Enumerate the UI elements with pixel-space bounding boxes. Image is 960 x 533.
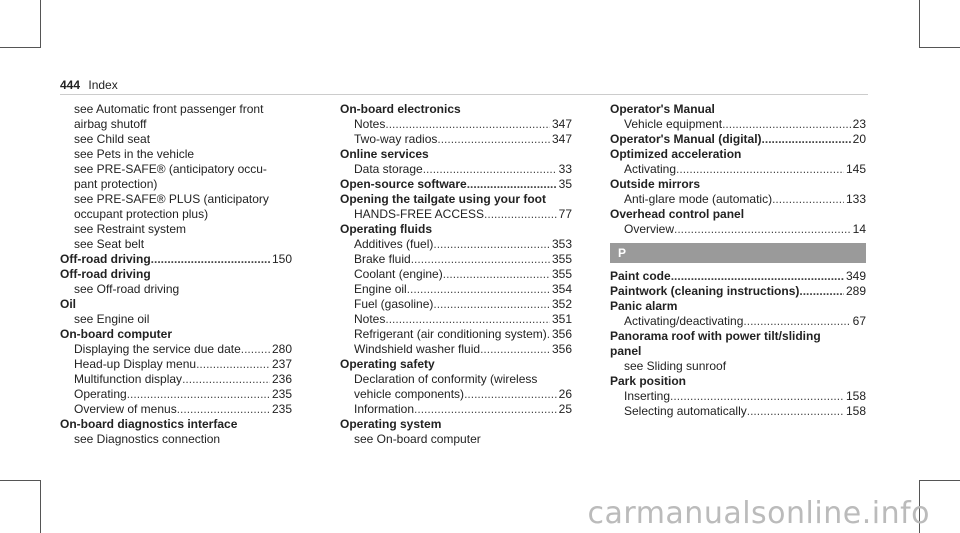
index-entry-with-page — [610, 162, 866, 177]
index-subentry: occupant protection plus) — [74, 207, 209, 221]
dot-leader — [484, 207, 557, 222]
index-entry-with-page — [340, 342, 572, 357]
page-reference: 352 — [551, 297, 572, 311]
dot-leader — [467, 177, 557, 192]
index-heading: panel — [610, 344, 642, 358]
page-reference: 158 — [845, 404, 866, 418]
index-heading: Outside mirrors — [610, 177, 701, 191]
entry-text: Overview — [624, 222, 675, 236]
dot-leader — [480, 342, 550, 357]
index-heading: Operating fluids — [340, 222, 433, 236]
dot-leader — [385, 117, 550, 132]
dot-leader — [433, 297, 550, 312]
index-entry-with-page — [610, 389, 866, 404]
page-reference: 356 — [551, 342, 572, 356]
index-entry-with-page — [340, 177, 572, 192]
dot-leader — [722, 117, 851, 132]
page-reference: 356 — [551, 327, 572, 341]
index-heading: On-board electronics — [340, 102, 461, 116]
index-subentry: see Sliding sunroof — [624, 359, 727, 373]
page-reference: 133 — [845, 192, 866, 206]
page-reference: 145 — [845, 162, 866, 176]
entry-text: Additives (fuel) — [354, 237, 434, 251]
entry-text: Open-source software — [340, 177, 467, 191]
page-header — [60, 78, 118, 92]
index-entry-with-page — [340, 237, 572, 252]
page-reference: 354 — [551, 282, 572, 296]
entry-text: Windshield washer fluid — [354, 342, 481, 356]
entry-text: Information — [354, 402, 415, 416]
page-reference: 235 — [271, 402, 292, 416]
page-reference: 349 — [845, 269, 866, 283]
crop-mark — [0, 47, 41, 48]
dot-leader — [407, 282, 550, 297]
dot-leader — [433, 237, 550, 252]
index-entry-with-page — [60, 402, 292, 417]
page-reference: 77 — [558, 207, 572, 221]
entry-text: Operating — [74, 387, 127, 401]
index-group-p — [610, 269, 866, 419]
page-reference: 20 — [852, 132, 866, 146]
crop-mark — [919, 480, 960, 481]
index-entry-with-page — [340, 252, 572, 267]
index-subentry: see PRE-SAFE® (anticipatory occu- — [74, 162, 267, 176]
index-heading: Optimized acceleration — [610, 147, 742, 161]
dot-leader — [743, 314, 850, 329]
dot-leader — [414, 402, 557, 417]
entry-text: Vehicle equipment — [624, 117, 723, 131]
index-entry-with-page — [340, 162, 572, 177]
index-heading: Operating safety — [340, 357, 435, 371]
index-entry-with-page — [340, 282, 572, 297]
dot-leader — [443, 267, 550, 282]
dot-leader — [196, 357, 270, 372]
entry-text: Refrigerant (air conditioning system) — [354, 327, 547, 341]
entry-text: Notes — [354, 117, 386, 131]
index-heading: Overhead control panel — [610, 207, 745, 221]
page-reference: 25 — [558, 402, 572, 416]
index-group-o — [610, 102, 866, 237]
dot-leader — [151, 252, 270, 267]
index-heading: On-board diagnostics interface — [60, 417, 238, 431]
page-reference: 150 — [271, 252, 292, 266]
crop-mark — [919, 0, 920, 48]
entry-text: Engine oil — [354, 282, 407, 296]
index-entry-with-page — [340, 267, 572, 282]
index-subentry: see PRE-SAFE® PLUS (anticipatory — [74, 192, 269, 206]
page-reference: 355 — [551, 267, 572, 281]
dot-leader — [747, 404, 844, 419]
page-reference: 237 — [271, 357, 292, 371]
dot-leader — [177, 402, 270, 417]
crop-mark — [0, 480, 41, 481]
index-heading: Operating system — [340, 417, 442, 431]
page-reference: 67 — [852, 314, 866, 328]
entry-text: vehicle components) — [354, 387, 465, 401]
page-reference: 26 — [558, 387, 572, 401]
index-entry-with-page — [610, 117, 866, 132]
index-entry-with-page — [610, 132, 866, 147]
index-heading: Off-road driving — [60, 267, 151, 281]
index-column-3 — [610, 102, 866, 419]
entry-text: Paintwork (cleaning instructions) — [610, 284, 800, 298]
entry-text: Overview of menus — [74, 402, 177, 416]
entry-text: Off-road driving — [60, 252, 151, 266]
index-subentry: see Off-road driving — [74, 282, 180, 296]
dot-leader — [437, 132, 550, 147]
entry-text: Multifunction display — [74, 372, 183, 386]
entry-text: Brake fluid — [354, 252, 411, 266]
dot-leader — [127, 387, 270, 402]
dot-leader — [241, 342, 270, 357]
index-subentry: pant protection) — [74, 177, 158, 191]
crop-mark — [919, 47, 960, 48]
entry-text: Fuel (gasoline) — [354, 297, 434, 311]
index-entry-with-page — [60, 342, 292, 357]
dot-leader — [676, 162, 844, 177]
index-heading: Panorama roof with power tilt/sliding — [610, 329, 821, 343]
entry-text: Activating/deactivating — [624, 314, 744, 328]
index-heading: Panic alarm — [610, 299, 678, 313]
entry-text: Data storage — [354, 162, 423, 176]
index-entry-with-page — [60, 357, 292, 372]
dot-leader — [762, 132, 851, 147]
index-subentry: see Engine oil — [74, 312, 150, 326]
page-reference: 235 — [271, 387, 292, 401]
index-subentry: see Restraint system — [74, 222, 187, 236]
entry-text: Coolant (engine) — [354, 267, 443, 281]
page-reference: 347 — [551, 117, 572, 131]
index-heading: Online services — [340, 147, 429, 161]
dot-leader — [182, 372, 270, 387]
page-reference: 33 — [558, 162, 572, 176]
index-entry-with-page — [610, 222, 866, 237]
dot-leader — [464, 387, 557, 402]
page-reference: 351 — [551, 312, 572, 326]
entry-text: Inserting — [624, 389, 671, 403]
index-entry-with-page — [610, 314, 866, 329]
index-subentry: see Child seat — [74, 132, 151, 146]
dot-leader — [772, 192, 844, 207]
index-entry-with-page — [610, 269, 866, 284]
index-subentry: see Diagnostics connection — [74, 432, 221, 446]
index-subentry: see Pets in the vehicle — [74, 147, 195, 161]
page-reference: 289 — [845, 284, 866, 298]
page-reference: 353 — [551, 237, 572, 251]
dot-leader — [674, 222, 851, 237]
page-reference: 23 — [852, 117, 866, 131]
index-subentry: see Seat belt — [74, 237, 145, 251]
index-entry-with-page — [610, 404, 866, 419]
entry-text: Notes — [354, 312, 386, 326]
page-reference: 280 — [271, 342, 292, 356]
entry-text: Paint code — [610, 269, 671, 283]
index-entry-with-page — [610, 284, 866, 299]
header-divider — [60, 94, 868, 95]
index-entry-with-page — [340, 297, 572, 312]
dot-leader — [671, 269, 844, 284]
index-entry-with-page — [340, 117, 572, 132]
index-entry-with-page — [60, 387, 292, 402]
page-reference: 236 — [271, 372, 292, 386]
index-entry-with-page — [340, 327, 572, 342]
entry-text: Displaying the service due date — [74, 342, 241, 356]
page-reference: 14 — [852, 222, 866, 236]
dot-leader — [423, 162, 557, 177]
index-column-2 — [340, 102, 572, 447]
index-entry-with-page — [340, 132, 572, 147]
index-entry-with-page — [340, 207, 572, 222]
page-reference: 347 — [551, 132, 572, 146]
index-heading: Operator's Manual — [610, 102, 715, 116]
entry-text: Anti-glare mode (automatic) — [624, 192, 773, 206]
entry-text: Two-way radios — [354, 132, 438, 146]
index-heading: Oil — [60, 297, 77, 311]
index-heading: Park position — [610, 374, 687, 388]
entry-text: Head-up Display menu — [74, 357, 197, 371]
index-entry-with-page — [340, 312, 572, 327]
entry-text: Selecting automatically — [624, 404, 747, 418]
index-heading: Opening the tailgate using your foot — [340, 192, 546, 206]
dot-leader — [411, 252, 550, 267]
crop-mark — [40, 0, 41, 48]
index-subentry: airbag shutoff — [74, 117, 147, 131]
entry-text: HANDS-FREE ACCESS — [354, 207, 485, 221]
index-entry-with-page — [340, 402, 572, 417]
section-letter-bar — [610, 243, 866, 263]
page-number: 444 — [60, 78, 81, 92]
dot-leader — [385, 312, 550, 327]
index-entry-with-page — [60, 252, 292, 267]
index-entry-with-page — [340, 387, 572, 402]
index-column-1 — [60, 102, 292, 447]
index-subentry: see Automatic front passenger front — [74, 102, 264, 116]
dot-leader — [799, 284, 844, 299]
crop-mark — [40, 480, 41, 533]
watermark: carmanualsonline.info — [587, 496, 930, 531]
dot-leader — [670, 389, 844, 404]
section-title: Index — [88, 78, 118, 92]
index-entry-with-page — [610, 192, 866, 207]
index-subentry: see On-board computer — [354, 432, 481, 446]
index-entry-with-page — [60, 372, 292, 387]
page-reference: 35 — [558, 177, 572, 191]
section-letter: P — [618, 246, 627, 260]
index-subentry: Declaration of conformity (wireless — [354, 372, 538, 386]
page-reference: 355 — [551, 252, 572, 266]
page-reference: 158 — [845, 389, 866, 403]
entry-text: Activating — [624, 162, 677, 176]
index-heading: On-board computer — [60, 327, 173, 341]
entry-text: Operator's Manual (digital) — [610, 132, 762, 146]
